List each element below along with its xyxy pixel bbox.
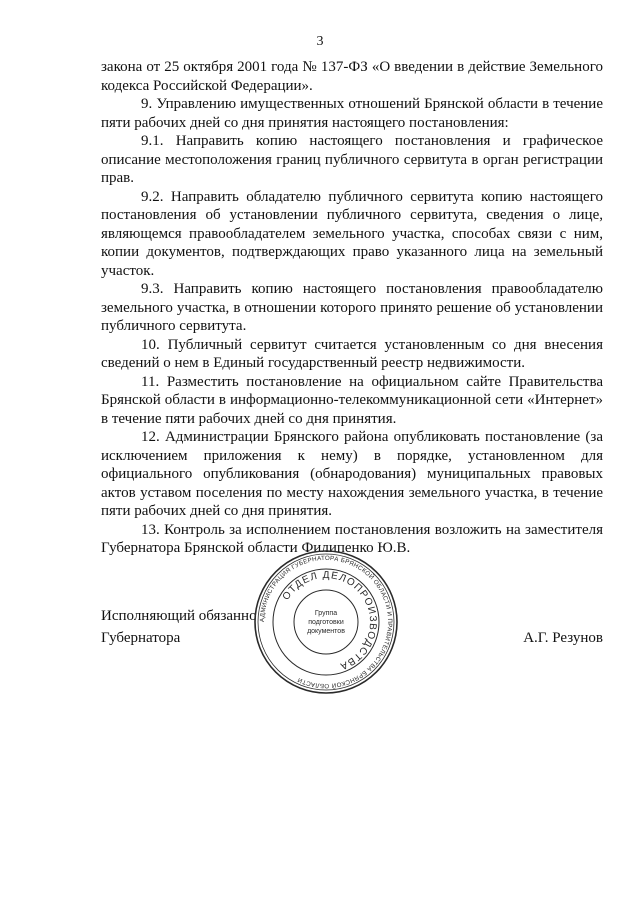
signatory-title	[101, 605, 257, 649]
paragraph-13: 13. Контроль за исполнением постановления возложить на заместителя Губернатора Брянской области Филипенко Ю.В.	[101, 521, 603, 556]
paragraph-12: 12. Администрации Брянского района опубликовать постановление (за исключением приложения к нему) в порядке, установленном для официального опубликования (обнародования) муниципальных правовых актов уставом поселения по месту нахождения земельного участка, в течение пяти рабочих дней со дня принятия.	[101, 429, 603, 519]
paragraph-9-3: 9.3. Направить копию настоящего постановления правообладателю земельного участка, в отношении которого принято решение об установлении публичного сервитута.	[101, 281, 603, 334]
document-body	[101, 58, 603, 558]
paragraph-10: 10. Публичный сервитут считается установленным со дня внесения сведений о нем в Единый государственный реестр недвижимости.	[101, 336, 603, 371]
paragraph-9-1: 9.1. Направить копию настоящего постановления и графическое описание местоположения границ публичного сервитута в орган регистрации прав.	[101, 133, 603, 186]
seal-center-line1: Группа	[314, 610, 338, 617]
seal-outer-text: АДМИНИСТРАЦИЯ ГУБЕРНАТОРА БРЯНСКОЙ ОБЛАСТИ И ПРАВИТЕЛЬСТВА БРЯНСКОЙ ОБЛАСТИ	[258, 554, 394, 690]
signatory-title-line1: Исполняющий обязанно	[101, 608, 257, 624]
official-seal-stamp	[252, 548, 400, 696]
paragraph-9-2: 9.2. Направить обладателю публичного сервитута копию настоящего постановления об установлении публичного сервитута, сведения о лице, являющемся правообладателем земельного участка, способах связи с ним, копии документов, подтверждающих право указанного лица на земельный участок.	[101, 188, 603, 279]
paragraph-9: 9. Управлению имущественных отношений Брянской области в течение пяти рабочих дней со дня принятия настоящего постановления:	[101, 96, 603, 131]
seal-middle-text: ОТДЕЛ ДЕЛОПРОИЗВОДСТВА	[280, 569, 379, 672]
page-number: 3	[316, 34, 324, 49]
seal-center-line2: подготовки	[308, 619, 344, 626]
signatory-name: А.Г. Резунов	[523, 630, 603, 646]
signatory-title-line2: Губернатора	[101, 630, 181, 646]
paragraph-11: 11. Разместить постановление на официальном сайте Правительства Брянской области в информационно-телекоммуникационной сети «Интернет» в течение пяти рабочих дней со дня принятия.	[101, 373, 603, 427]
paragraph-continuation: закона от 25 октября 2001 года № 137-ФЗ «О введении в действие Земельного кодекса Российской Федерации».	[101, 59, 603, 94]
seal-center-line3: документов	[307, 628, 345, 635]
